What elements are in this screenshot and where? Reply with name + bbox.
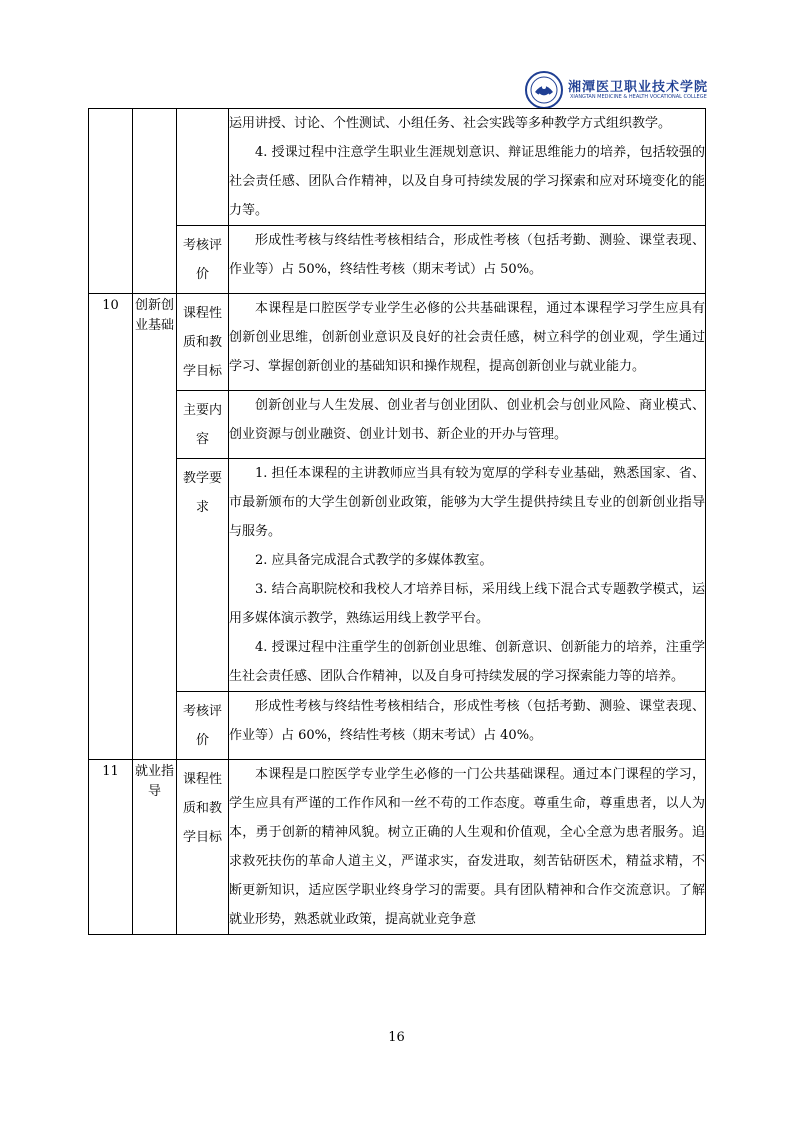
content-paragraph: 2. 应具备完成混合式教学的多媒体教室。 xyxy=(255,553,493,568)
logo-english-name: XIANGTAN MEDICINE & HEALTH VOCATIONAL COLLEGE xyxy=(570,94,707,100)
section-content-cell xyxy=(229,692,706,760)
logo-chinese-name: 湘潭医卫职业技术学院 xyxy=(568,80,709,95)
section-label-cell: 考核评价 xyxy=(177,692,229,760)
section-content-cell xyxy=(229,294,706,391)
content-paragraph: 1. 担任本课程的主讲教师应当具有较为宽厚的学科专业基础，熟悉国家、省、市最新颁布的大学生创新创业政策，能够为大学生提供持续且专业的创新创业指导与服务。 xyxy=(229,466,705,539)
content-paragraph: 本课程是口腔医学专业学生必修的公共基础课程，通过本课程学习学生应具有创新创业思维，创新创业意识及良好的社会责任感，树立科学的创业观，学生通过学习、掌握创新创业的基础知识和操作规程，提高创新创业与就业能力。 xyxy=(229,301,705,374)
section-label-cell: 课程性质和教学目标 xyxy=(177,760,229,935)
table-row xyxy=(89,459,706,692)
course-name-cell: 就业指导 xyxy=(133,760,177,935)
section-label-cell: 课程性质和教学目标 xyxy=(177,294,229,391)
section-label-cell xyxy=(177,109,229,226)
content-paragraph: 创新创业与人生发展、创业者与创业团队、创业机会与创业风险、商业模式、创业资源与创业融资、创业计划书、新企业的开办与管理。 xyxy=(229,398,705,442)
content-paragraph: 4. 授课过程中注意学生职业生涯规划意识、辩证思维能力的培养，包括较强的社会责任感、团队合作精神，以及自身可持续发展的学习探索和应对环境变化的能力等。 xyxy=(229,145,705,218)
table-row xyxy=(89,226,706,294)
college-logo xyxy=(524,70,734,110)
content-paragraph: 3. 结合高职院校和我校人才培养目标，采用线上线下混合式专题教学模式，运用多媒体演示教学，熟练运用线上教学平台。 xyxy=(229,582,705,626)
row-number-cell xyxy=(89,109,133,294)
table-row xyxy=(89,391,706,459)
page-number: 16 xyxy=(388,1030,405,1045)
content-paragraph: 形成性考核与终结性考核相结合，形成性考核（包括考勤、测验、课堂表现、作业等）占 60%，终结性考核（期末考试）占 40%。 xyxy=(229,699,705,743)
table-row xyxy=(89,109,706,226)
table-row xyxy=(89,294,706,391)
table-row xyxy=(89,692,706,760)
content-paragraph: 本课程是口腔医学专业学生必修的一门公共基础课程。通过本门课程的学习，学生应具有严谨的工作作风和一丝不苟的工作态度。尊重生命，尊重患者，以人为本，勇于创新的精神风貌。树立正确的人生观和价值观，全心全意为患者服务。追求救死扶伤的革命人道主义，严谨求实，奋发进取，刻苦钻研医术，精益求精，不断更新知识，适应医学职业终身学习的需要。具有团队精神和合作交流意识。了解就业形势，熟悉就业政策，提高就业竞争意 xyxy=(229,767,705,927)
section-content-cell xyxy=(229,459,706,692)
curriculum-table xyxy=(88,108,706,935)
row-number-cell: 10 xyxy=(89,294,133,760)
course-name-cell: 创新创业基础 xyxy=(133,294,177,760)
table-row xyxy=(89,760,706,935)
section-label-cell: 教学要求 xyxy=(177,459,229,692)
section-content-cell xyxy=(229,226,706,294)
content-paragraph: 形成性考核与终结性考核相结合，形成性考核（包括考勤、测验、课堂表现、作业等）占 50%，终结性考核（期末考试）占 50%。 xyxy=(229,233,705,277)
college-emblem-icon xyxy=(524,70,564,110)
section-content-cell xyxy=(229,391,706,459)
content-paragraph: 运用讲授、讨论、个性测试、小组任务、社会实践等多种教学方式组织教学。 xyxy=(229,116,672,131)
section-content-cell xyxy=(229,760,706,935)
content-paragraph: 4. 授课过程中注重学生的创新创业思维、创新意识、创新能力的培养，注重学生社会责任感、团队合作精神，以及自身可持续发展的学习探索能力等的培养。 xyxy=(229,640,705,684)
section-label-cell: 考核评价 xyxy=(177,226,229,294)
row-number-cell: 11 xyxy=(89,760,133,935)
section-content-cell xyxy=(229,109,706,226)
section-label-cell: 主要内容 xyxy=(177,391,229,459)
course-name-cell xyxy=(133,109,177,294)
